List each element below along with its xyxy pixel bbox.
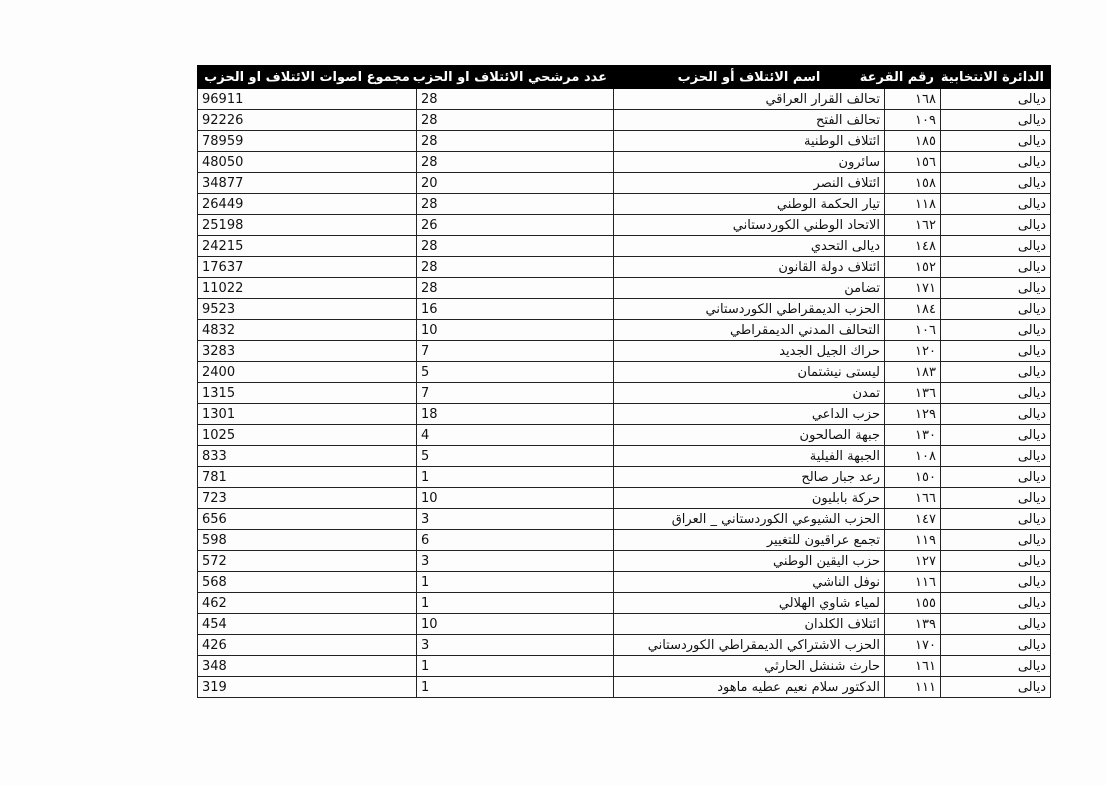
party-name-cell: رعد جبار صالح [614,467,885,488]
total-votes-cell: 568 [198,572,417,593]
candidate-count-cell: 3 [417,509,614,530]
table-row [198,236,1051,257]
district-cell: ديالى [941,89,1051,110]
candidate-count-cell: 18 [417,404,614,425]
lot-number-cell: ١٨٥ [885,131,941,152]
district-cell: ديالى [941,488,1051,509]
table-row [198,152,1051,173]
party-name-cell: تيار الحكمة الوطني [614,194,885,215]
total-votes-cell: 11022 [198,278,417,299]
lot-number-cell: ١٢٩ [885,404,941,425]
table-row [198,593,1051,614]
candidate-count-cell: 28 [417,110,614,131]
lot-number-cell: ١٥٨ [885,173,941,194]
lot-number-cell: ١١٩ [885,530,941,551]
table-row [198,173,1051,194]
table-row [198,509,1051,530]
candidate-count-cell: 7 [417,341,614,362]
lot-number-cell: ١٥٥ [885,593,941,614]
lot-number-cell: ١٦١ [885,656,941,677]
election-results-table [197,65,1051,698]
total-votes-cell: 781 [198,467,417,488]
table-row [198,110,1051,131]
total-votes-cell: 1301 [198,404,417,425]
table-row [198,572,1051,593]
lot-number-cell: ١٤٧ [885,509,941,530]
lot-number-cell: ١٥٢ [885,257,941,278]
party-name-cell: تجمع عراقيون للتغيير [614,530,885,551]
lot-number-cell: ١٣٩ [885,614,941,635]
total-votes-cell: 9523 [198,299,417,320]
table-row [198,299,1051,320]
lot-number-cell: ١٣٦ [885,383,941,404]
district-cell: ديالى [941,614,1051,635]
candidate-count-cell: 5 [417,362,614,383]
table-row [198,257,1051,278]
party-name-cell: تضامن [614,278,885,299]
party-name-cell: ائتلاف الوطنية [614,131,885,152]
party-name-cell: الحزب الديمقراطي الكوردستاني [614,299,885,320]
candidate-count-cell: 10 [417,488,614,509]
district-cell: ديالى [941,299,1051,320]
district-cell: ديالى [941,467,1051,488]
party-name-cell: الحزب الاشتراكي الديمقراطي الكوردستاني [614,635,885,656]
table-row [198,635,1051,656]
party-name-cell: تحالف القرار العراقي [614,89,885,110]
party-name-cell: ائتلاف النصر [614,173,885,194]
total-votes-cell: 462 [198,593,417,614]
table-row [198,446,1051,467]
header-district: الدائرة الانتخابية [941,66,1051,89]
candidate-count-cell: 3 [417,551,614,572]
district-cell: ديالى [941,572,1051,593]
table-row [198,89,1051,110]
total-votes-cell: 17637 [198,257,417,278]
lot-number-cell: ١١١ [885,677,941,698]
table-row [198,467,1051,488]
total-votes-cell: 572 [198,551,417,572]
table-header-row [198,66,1051,89]
party-name-cell: التحالف المدني الديمقراطي [614,320,885,341]
lot-number-cell: ١٨٤ [885,299,941,320]
header-lot-number: رقم القرعة [885,66,941,89]
lot-number-cell: ١٤٨ [885,236,941,257]
candidate-count-cell: 10 [417,614,614,635]
candidate-count-cell: 28 [417,89,614,110]
table-row [198,488,1051,509]
party-name-cell: الاتحاد الوطني الكوردستاني [614,215,885,236]
district-cell: ديالى [941,446,1051,467]
total-votes-cell: 1315 [198,383,417,404]
lot-number-cell: ١٠٩ [885,110,941,131]
party-name-cell: سائرون [614,152,885,173]
party-name-cell: الجبهة الفيلية [614,446,885,467]
total-votes-cell: 454 [198,614,417,635]
district-cell: ديالى [941,194,1051,215]
district-cell: ديالى [941,215,1051,236]
party-name-cell: لمياء شاوي الهلالي [614,593,885,614]
table-row [198,677,1051,698]
candidate-count-cell: 28 [417,131,614,152]
party-name-cell: حراك الجيل الجديد [614,341,885,362]
total-votes-cell: 48050 [198,152,417,173]
table-row [198,362,1051,383]
lot-number-cell: ١٧٠ [885,635,941,656]
table-row [198,614,1051,635]
lot-number-cell: ١٥٠ [885,467,941,488]
candidate-count-cell: 20 [417,173,614,194]
lot-number-cell: ١٦٨ [885,89,941,110]
lot-number-cell: ١٢٠ [885,341,941,362]
total-votes-cell: 34877 [198,173,417,194]
lot-number-cell: ١١٦ [885,572,941,593]
header-total-votes: مجموع اصوات الائتلاف او الحزب [198,66,417,89]
candidate-count-cell: 28 [417,257,614,278]
total-votes-cell: 656 [198,509,417,530]
total-votes-cell: 2400 [198,362,417,383]
district-cell: ديالى [941,278,1051,299]
table-row [198,530,1051,551]
table-row [198,194,1051,215]
party-name-cell: حارث شنشل الحارثي [614,656,885,677]
table-row [198,278,1051,299]
lot-number-cell: ١٢٧ [885,551,941,572]
table-row [198,320,1051,341]
table-row [198,131,1051,152]
candidate-count-cell: 6 [417,530,614,551]
lot-number-cell: ١٠٨ [885,446,941,467]
candidate-count-cell: 28 [417,236,614,257]
total-votes-cell: 833 [198,446,417,467]
total-votes-cell: 96911 [198,89,417,110]
candidate-count-cell: 5 [417,446,614,467]
total-votes-cell: 3283 [198,341,417,362]
candidate-count-cell: 26 [417,215,614,236]
party-name-cell: نوفل الناشي [614,572,885,593]
candidate-count-cell: 4 [417,425,614,446]
header-party-name: اسم الائتلاف أو الحزب [614,66,885,89]
candidate-count-cell: 3 [417,635,614,656]
total-votes-cell: 24215 [198,236,417,257]
party-name-cell: ائتلاف الكلدان [614,614,885,635]
party-name-cell: ديالى التحدي [614,236,885,257]
table-row [198,341,1051,362]
district-cell: ديالى [941,551,1051,572]
table-row [198,215,1051,236]
party-name-cell: تحالف الفتح [614,110,885,131]
party-name-cell: جبهة الصالحون [614,425,885,446]
party-name-cell: حركة بابليون [614,488,885,509]
party-name-cell: حزب اليقين الوطني [614,551,885,572]
party-name-cell: تمدن [614,383,885,404]
total-votes-cell: 26449 [198,194,417,215]
lot-number-cell: ١٠٦ [885,320,941,341]
total-votes-cell: 319 [198,677,417,698]
candidate-count-cell: 7 [417,383,614,404]
district-cell: ديالى [941,173,1051,194]
lot-number-cell: ١٦٦ [885,488,941,509]
district-cell: ديالى [941,383,1051,404]
party-name-cell: حزب الداعي [614,404,885,425]
total-votes-cell: 598 [198,530,417,551]
district-cell: ديالى [941,110,1051,131]
total-votes-cell: 1025 [198,425,417,446]
candidate-count-cell: 1 [417,467,614,488]
party-name-cell: الحزب الشيوعي الكوردستاني _ العراق [614,509,885,530]
lot-number-cell: ١٨٣ [885,362,941,383]
district-cell: ديالى [941,152,1051,173]
table-row [198,551,1051,572]
table-row [198,656,1051,677]
district-cell: ديالى [941,404,1051,425]
district-cell: ديالى [941,509,1051,530]
table-row [198,425,1051,446]
total-votes-cell: 426 [198,635,417,656]
district-cell: ديالى [941,131,1051,152]
candidate-count-cell: 1 [417,656,614,677]
district-cell: ديالى [941,257,1051,278]
candidate-count-cell: 1 [417,572,614,593]
header-candidate-count: عدد مرشحي الائتلاف او الحزب [417,66,614,89]
lot-number-cell: ١٧١ [885,278,941,299]
total-votes-cell: 348 [198,656,417,677]
total-votes-cell: 723 [198,488,417,509]
party-name-cell: الدكتور سلام نعيم عطيه ماهود [614,677,885,698]
district-cell: ديالى [941,656,1051,677]
total-votes-cell: 25198 [198,215,417,236]
candidate-count-cell: 10 [417,320,614,341]
district-cell: ديالى [941,236,1051,257]
lot-number-cell: ١٣٠ [885,425,941,446]
candidate-count-cell: 1 [417,593,614,614]
total-votes-cell: 4832 [198,320,417,341]
candidate-count-cell: 1 [417,677,614,698]
lot-number-cell: ١٥٦ [885,152,941,173]
total-votes-cell: 78959 [198,131,417,152]
table-row [198,404,1051,425]
table-row [198,383,1051,404]
district-cell: ديالى [941,677,1051,698]
candidate-count-cell: 16 [417,299,614,320]
district-cell: ديالى [941,635,1051,656]
district-cell: ديالى [941,362,1051,383]
candidate-count-cell: 28 [417,152,614,173]
lot-number-cell: ١١٨ [885,194,941,215]
lot-number-cell: ١٦٢ [885,215,941,236]
district-cell: ديالى [941,341,1051,362]
party-name-cell: ليستى نيشتمان [614,362,885,383]
district-cell: ديالى [941,425,1051,446]
candidate-count-cell: 28 [417,278,614,299]
district-cell: ديالى [941,593,1051,614]
district-cell: ديالى [941,320,1051,341]
district-cell: ديالى [941,530,1051,551]
candidate-count-cell: 28 [417,194,614,215]
total-votes-cell: 92226 [198,110,417,131]
party-name-cell: ائتلاف دولة القانون [614,257,885,278]
